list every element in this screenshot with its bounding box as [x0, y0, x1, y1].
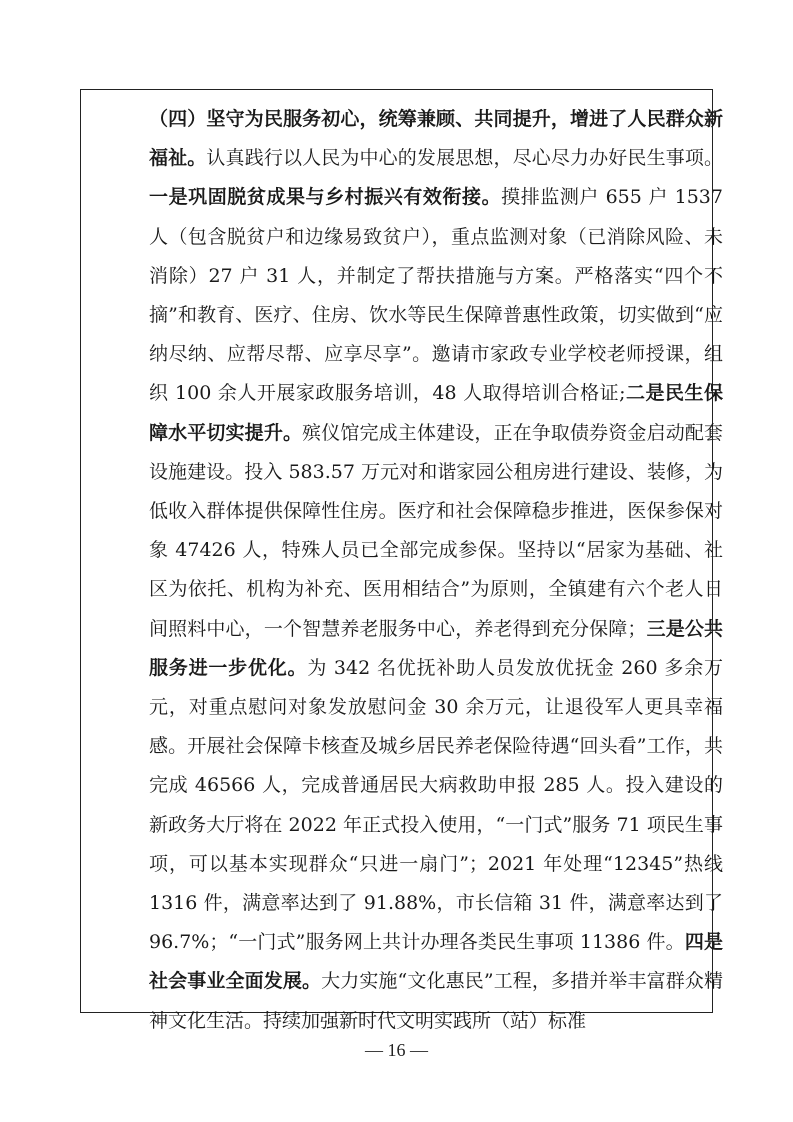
body-text-2: 摸排监测户 655 户 1537 人（包含脱贫户和边缘易致贫户），重点监测对象（已消除风险、未消除）27 户 31 人，并制定了帮扶措施与方案。严格落实“四个不摘”和教育、医疗、住房、饮水等民生保障普惠性政策，切实做到“应纳尽纳、应帮尽帮、应享尽享”。邀请市家政专业学校老师授课，组织 100 余人开展家政服务培训，48 人取得培训合格证; — [149, 186, 723, 405]
section-heading: （四）坚守为民服务初心，统筹兼顾、共同提升，增进了人民群众新福祉。 — [149, 108, 723, 170]
body-paragraph — [111, 100, 723, 1041]
point-three-heading: 三是公共服务进一步优化。 — [149, 617, 723, 679]
body-text-4: 为 342 名优抚补助人员发放优抚金 260 多余万元，对重点慰问对象发放慰问金 30 余万元，让退役军人更具幸福感。开展社会保障卡核查及城乡居民养老保险待遇“回头看”工作，共完成 46566 人，完成普通居民大病救助申报 285 人。投入建设的新政务大厅将在 2022 年正式投入使用，“一门式”服务 71 项民生事项，可以基本实现群众“只进一扇门”；2021 年处理“12345”热线 1316 件，满意率达到了 91.88%，市长信箱 31 件，满意率达到了 96.7%；“一门式”服务网上共计办理各类民生事项 11386 件。 — [149, 656, 723, 954]
text-frame — [80, 89, 723, 1032]
page-number: — 16 — — [365, 1040, 428, 1060]
point-four-heading: 四是社会事业全面发展。 — [149, 931, 723, 993]
body-text-1: 认真践行以人民为中心的发展思想，尽心尽力办好民生事项。 — [206, 147, 723, 170]
point-one-heading: 一是巩固脱贫成果与乡村振兴有效衔接。 — [149, 186, 502, 209]
point-two-heading: 二是民生保障水平切实提升。 — [149, 382, 723, 444]
body-text-5: 大力实施“文化惠民”工程，多措并举丰富群众精神文化生活。持续加强新时代文明实践所（站）标准 — [149, 970, 723, 1032]
body-text-3: 殡仪馆完成主体建设，正在争取债券资金启动配套设施建设。投入 583.57 万元对和谐家园公租房进行建设、装修，为低收入群体提供保障性住房。医疗和社会保障稳步推进，医保参保对象 47426 人，特殊人员已全部完成参保。坚持以“居家为基础、社区为依托、机构为补充、医用相结合”为原则，全镇建有六个老人日间照料中心，一个智慧养老服务中心，养老得到充分保障； — [149, 421, 723, 640]
